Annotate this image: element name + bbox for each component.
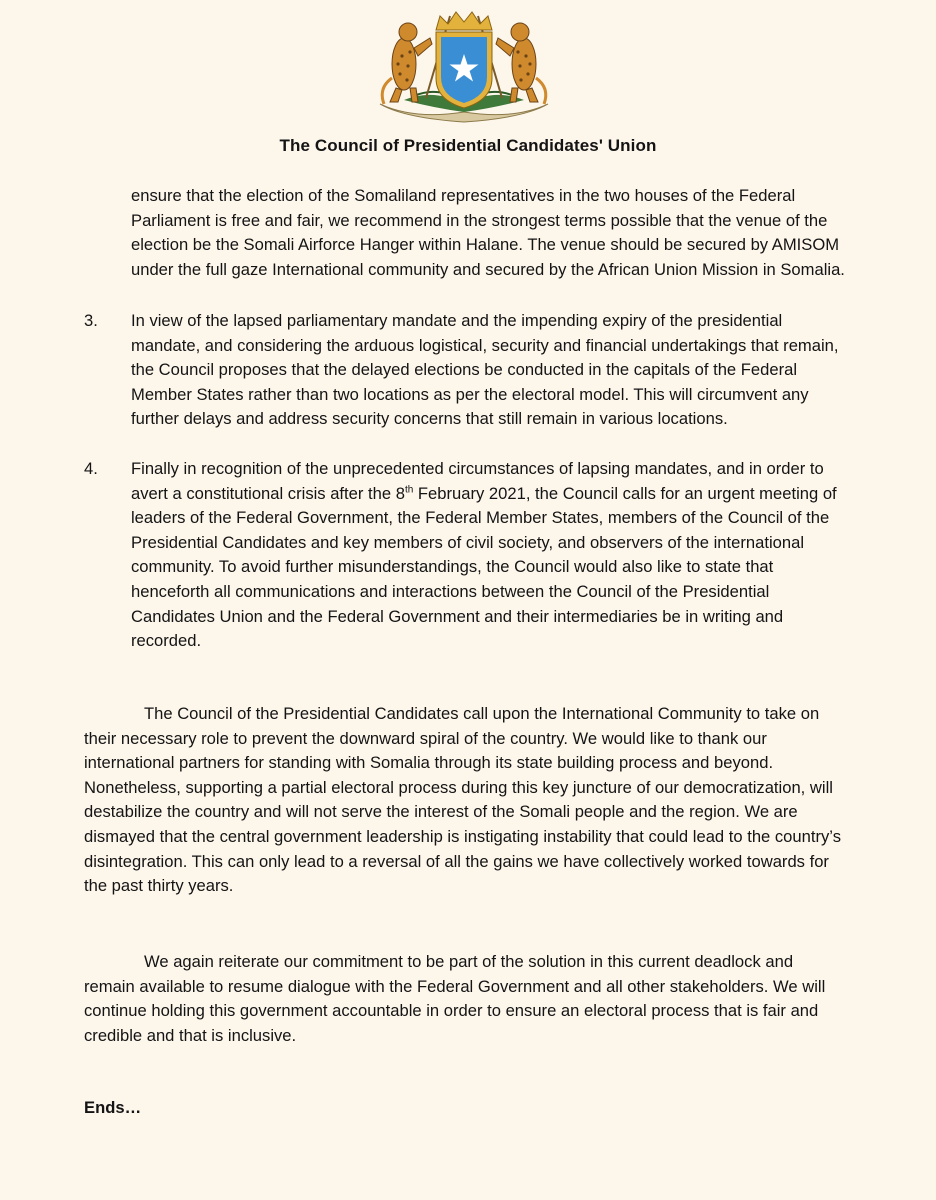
continuation-paragraph: ensure that the election of the Somaliland representatives in the two houses of the Federal Parliament is free and fair, we recommend in the strongest terms possible that the venue of the election be the Somali Airforce Hanger within Halane. The venue should be secured by AMISOM under the full gaze International community and secured by the African Union Mission in Somalia. (131, 186, 845, 279)
text-run: February 2021, the Council calls for an urgent meeting of leaders of the Federal Government, the Federal Member States, members of the Council of the Presidential Candidates and key members of civil society, and observers of the international community. To avoid further misunderstandings, the Council would also like to state that henceforth all communications and interactions between the Council of the Presidential Candidates Union and the Federal Government and their intermediaries be in writing and recorded. (131, 483, 837, 651)
list-item-number: 4. (84, 459, 98, 478)
text-run: Finally in recognition of the unprecedented circumstances of lapsing mandates, and in order to avert a constitutional crisis after the 8 (131, 459, 824, 503)
list-item-number: 3. (84, 311, 98, 330)
closing-text: Ends… (84, 1098, 142, 1117)
somalia-coat-of-arms-icon (374, 8, 554, 126)
body-paragraph: We again reiterate our commitment to be part of the solution in this current deadlock and remain available to resume dialogue with the Federal Government and all other stakeholders. We will continue holding this government accountable in order to ensure an electoral process that is fair and credible and that is inclusive. (84, 952, 826, 1045)
body-paragraph: The Council of the Presidential Candidates call upon the International Community to take on their necessary role to prevent the downward spiral of the country. We would like to thank our international partners for standing with Somalia through its state building process and beyond. Nonetheless, supporting a partial electoral process during this key juncture of our democratization, will destabilize the country and will not serve the interest of the Somali people and the region. We are dismayed that the central government leadership is instigating instability that could lead to the country’s disintegration. This can only lead to a reversal of all the gains we have collectively worked towards for the past thirty years. (84, 704, 841, 896)
list-item-text: In view of the lapsed parliamentary mandate and the impending expiry of the presidential mandate, and considering the arduous logistical, security and financial undertakings that remain, the Council proposes that the delayed elections be conducted in the capitals of the Federal Member States rather than two locations as per the electoral model. This will circumvent any further delays and address security concerns that still remain in various locations. (131, 311, 839, 429)
letterhead-title: The Council of Presidential Candidates' Union (279, 136, 657, 155)
ordinal-superscript: th (404, 484, 414, 496)
list-item-text (131, 457, 851, 654)
